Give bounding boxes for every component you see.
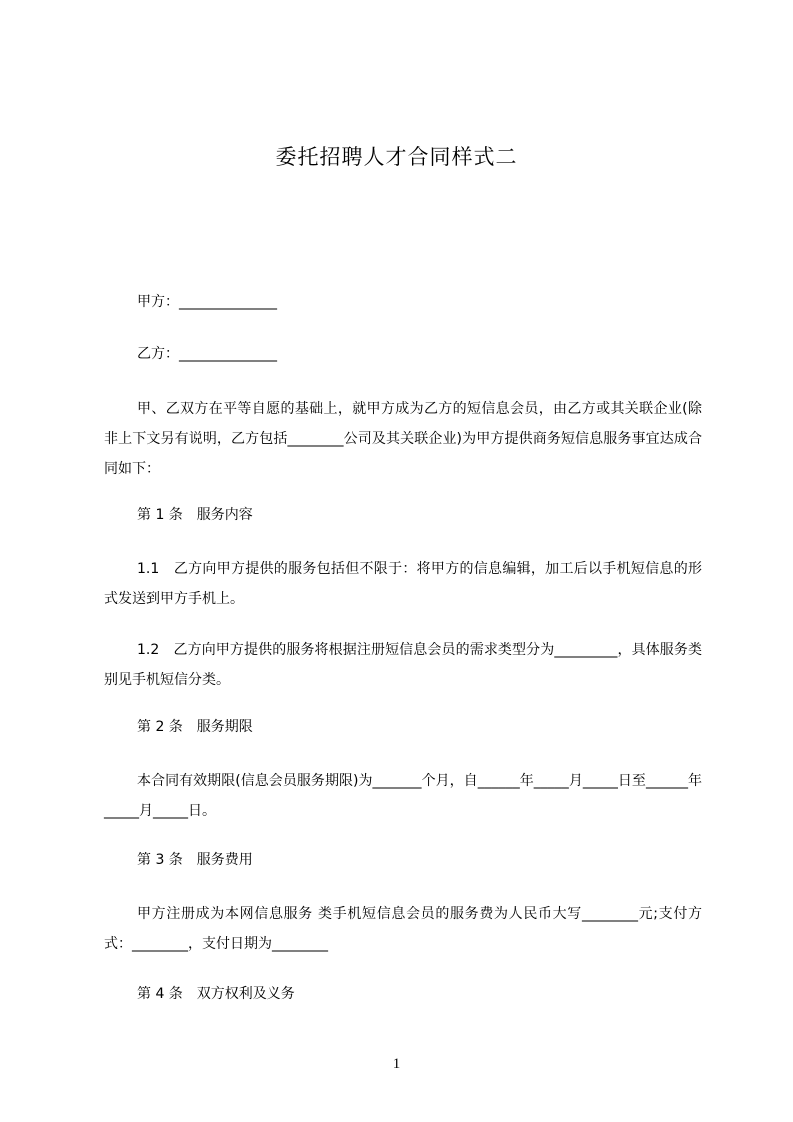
page-number: 1 [392, 1056, 401, 1072]
party-a-line: 甲方：______________ [137, 294, 277, 310]
article-2-paragraph: 本合同有效期限(信息会员服务期限)为_______个月，自______年_____月_____日至______年_____月_____日。 [104, 773, 702, 819]
article-2-heading: 第 2 条 服务期限 [137, 719, 253, 735]
document-title: 委托招聘人才合同样式二 [275, 145, 518, 169]
clause-1-2-paragraph: 1.2 乙方向甲方提供的服务将根据注册短信息会员的需求类型分为_________，具体服务类别见手机短信分类。 [104, 642, 702, 688]
preamble-paragraph: 甲、乙双方在平等自愿的基础上，就甲方成为乙方的短信息会员，由乙方或其关联企业(除非上下文另有说明，乙方包括________公司及其关联企业)为甲方提供商务短信息服务事宜达成合同如下： [104, 401, 702, 477]
party-b-line: 乙方：______________ [137, 346, 277, 362]
clause-1-1-paragraph: 1.1 乙方向甲方提供的服务包括但不限于：将甲方的信息编辑，加工后以手机短信息的形式发送到甲方手机上。 [104, 561, 702, 607]
article-3-heading: 第 3 条 服务费用 [137, 852, 253, 868]
article-1-heading: 第 1 条 服务内容 [137, 507, 253, 523]
article-3-paragraph: 甲方注册成为本网信息服务 类手机短信息会员的服务费为人民币大写________元;支付方式：________，支付日期为________ [104, 906, 702, 952]
article-4-heading: 第 4 条 双方权利及义务 [137, 986, 295, 1002]
